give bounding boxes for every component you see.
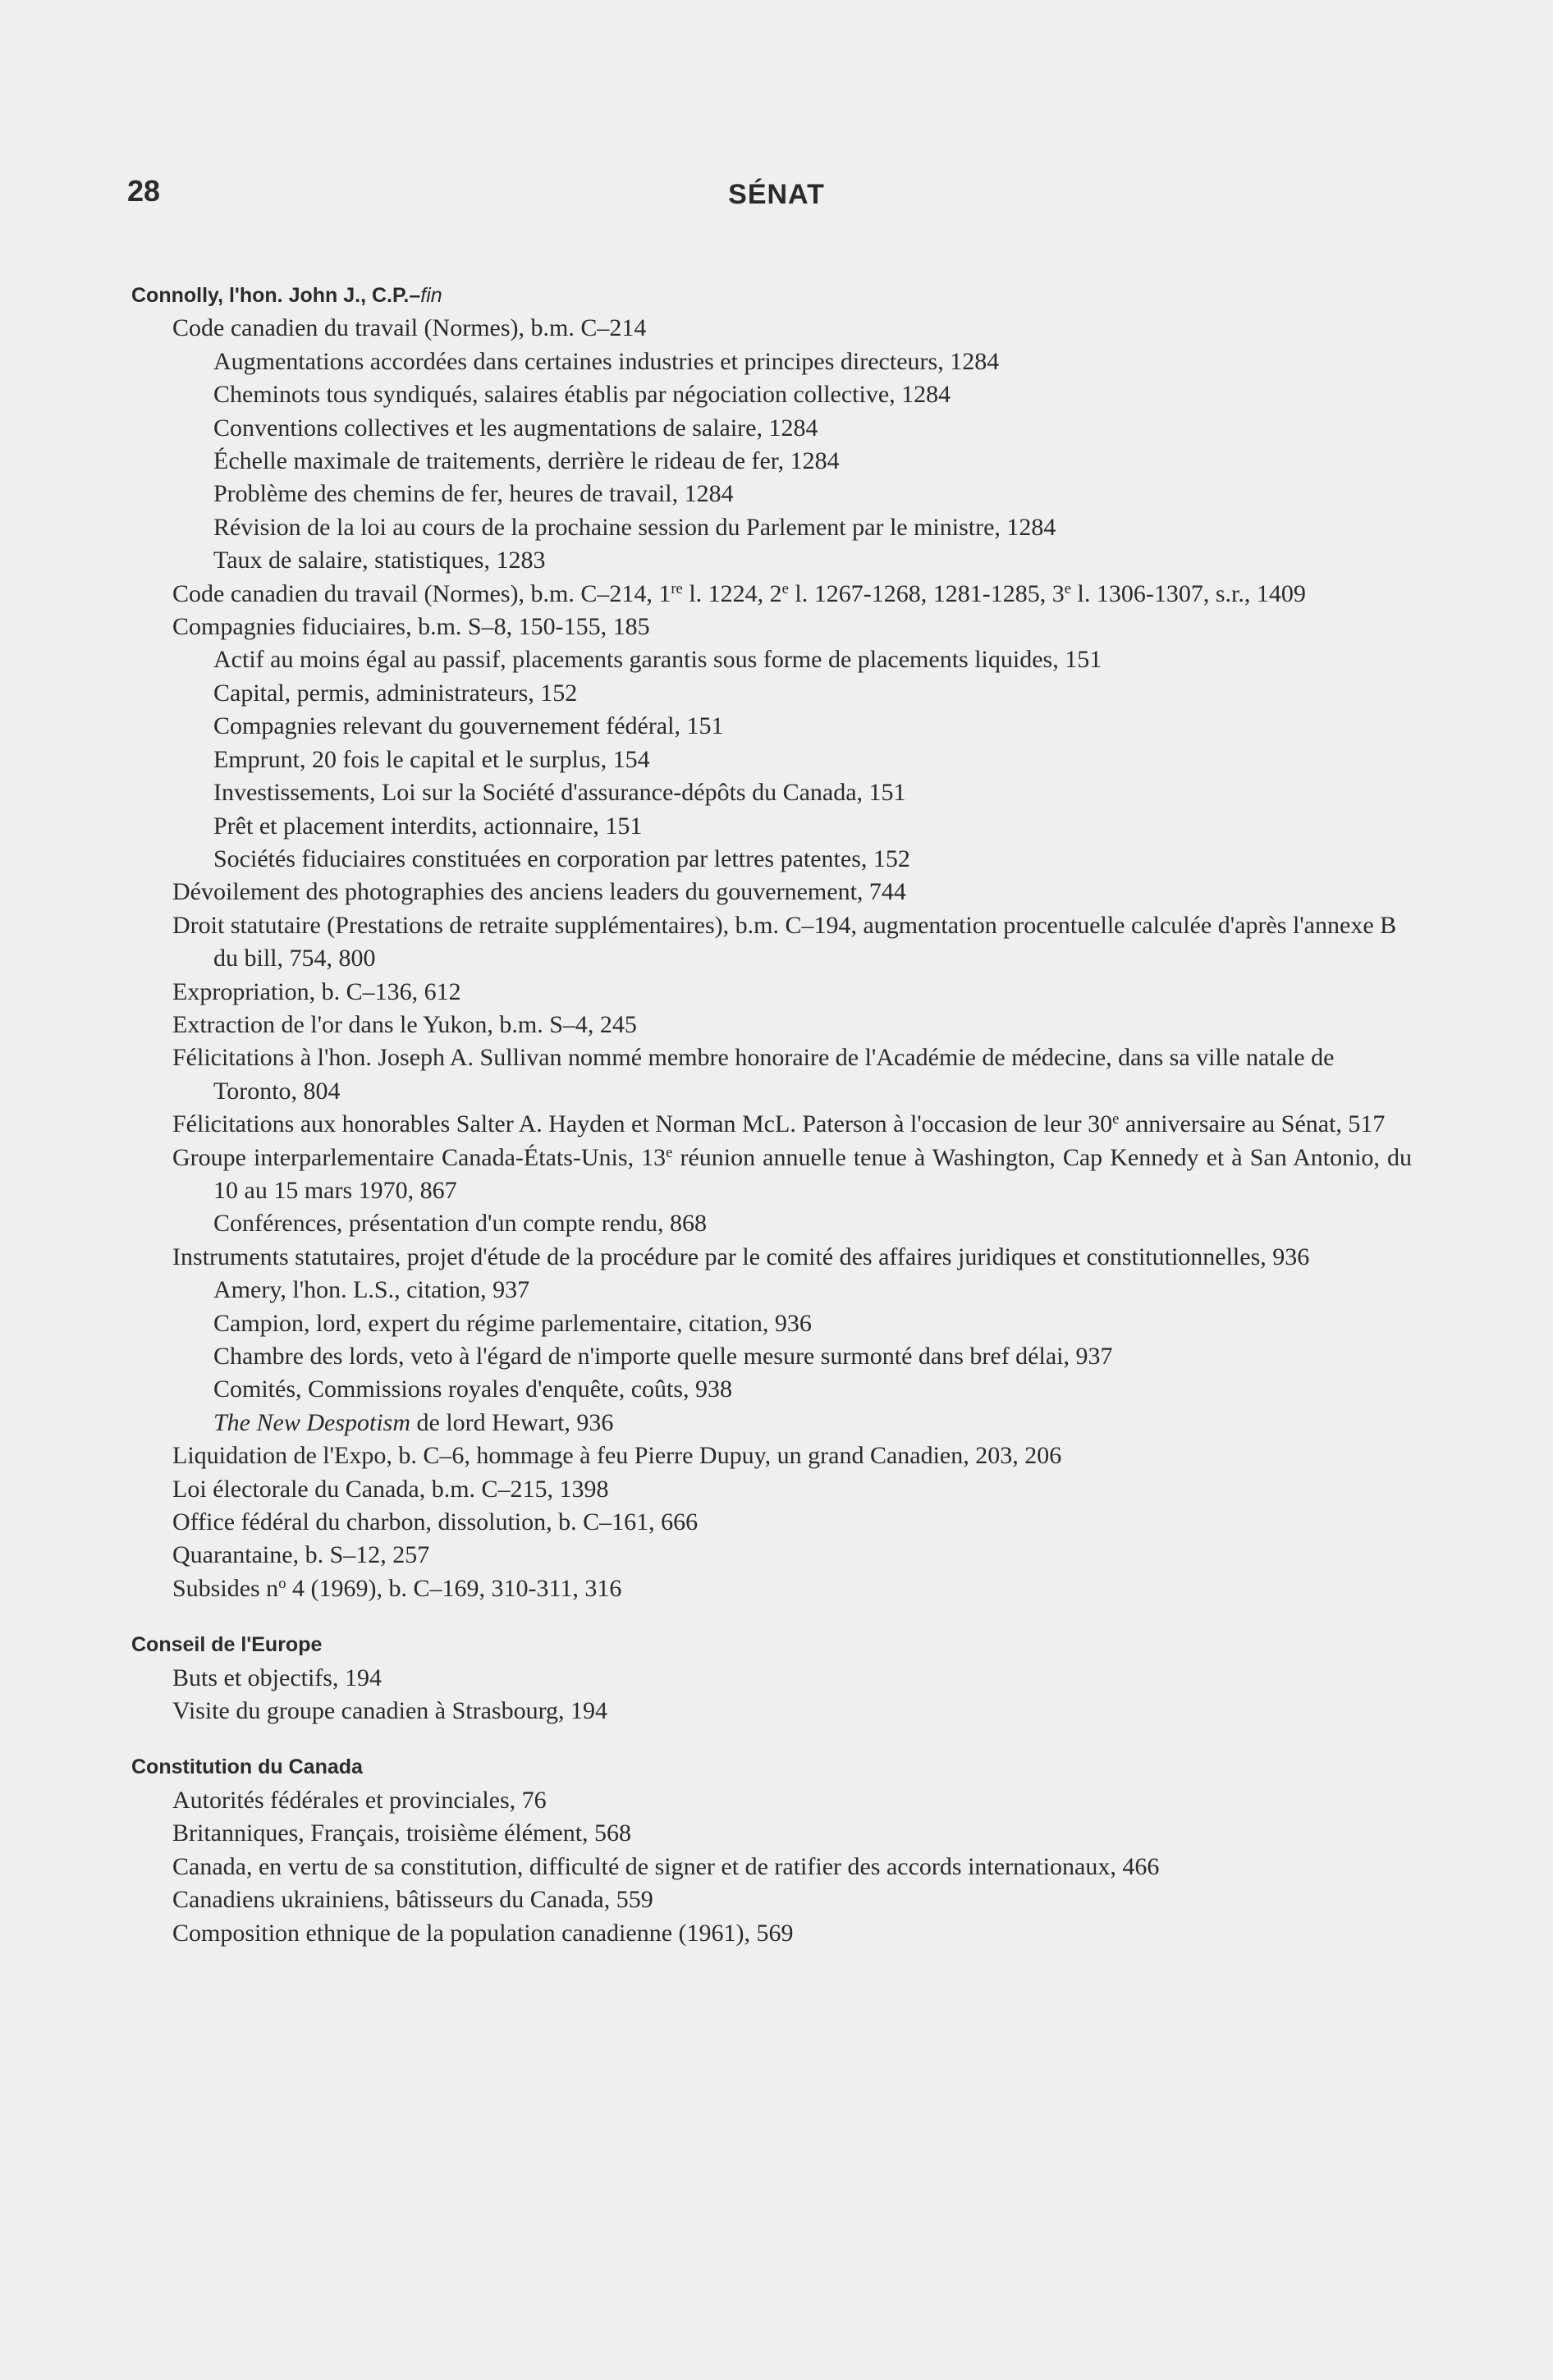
index-body bbox=[131, 279, 1412, 1950]
index-entry: Loi électorale du Canada, b.m. C–215, 1398 bbox=[172, 1475, 609, 1503]
index-subentry: Comités, Commissions royales d'enquête, coûts, 938 bbox=[213, 1375, 733, 1403]
index-subentry: Compagnies relevant du gouvernement fédéral, 151 bbox=[213, 712, 724, 740]
index-entry: Quarantaine, b. S–12, 257 bbox=[172, 1541, 430, 1569]
index-subentry: Taux de salaire, statistiques, 1283 bbox=[213, 547, 546, 574]
index-entry: Groupe interparlementaire Canada-États-Unis, 13e réunion annuelle tenue à Washington, Cap Kennedy et à San Antonio, du 10 au 15 mars 1970, 867 bbox=[172, 1143, 1412, 1204]
section-heading: Conseil de l'Europe bbox=[131, 1633, 323, 1657]
index-subentry: Conférences, présentation d'un compte rendu, 868 bbox=[213, 1210, 708, 1238]
section-heading: Connolly, l'hon. John J., C.P.–fin bbox=[131, 284, 442, 307]
index-entry: Canada, en vertu de sa constitution, difficulté de signer et de ratifier des accords internationaux, 466 bbox=[172, 1852, 1160, 1880]
index-entry: Office fédéral du charbon, dissolution, b. C–161, 666 bbox=[172, 1508, 699, 1536]
index-subentry: Conventions collectives et les augmentations de salaire, 1284 bbox=[213, 414, 818, 442]
index-entry: Expropriation, b. C–136, 612 bbox=[172, 977, 461, 1005]
index-entry: Britanniques, Français, troisième élément, 568 bbox=[172, 1819, 632, 1847]
index-entry: Composition ethnique de la population canadienne (1961), 569 bbox=[172, 1919, 794, 1947]
index-subentry: Amery, l'hon. L.S., citation, 937 bbox=[213, 1276, 530, 1304]
index-entry: Canadiens ukrainiens, bâtisseurs du Canada, 559 bbox=[172, 1886, 653, 1914]
index-subentry: Révision de la loi au cours de la prochaine session du Parlement par le ministre, 1284 bbox=[213, 513, 1056, 541]
index-entry: Code canadien du travail (Normes), b.m. C–214, 1re l. 1224, 2e l. 1267-1268, 1281-1285, 3e l. 1306-1307, s.r., 1409 bbox=[172, 579, 1306, 607]
index-entry: Félicitations aux honorables Salter A. Hayden et Norman McL. Paterson à l'occasion de leur 30e anniversaire au Sénat, 517 bbox=[172, 1110, 1386, 1138]
index-subentry: Sociétés fiduciaires constituées en corporation par lettres patentes, 152 bbox=[213, 844, 910, 872]
index-subentry: Investissements, Loi sur la Société d'assurance-dépôts du Canada, 151 bbox=[213, 779, 906, 807]
section-heading: Constitution du Canada bbox=[131, 1755, 363, 1779]
index-subentry: The New Despotism de lord Hewart, 936 bbox=[213, 1408, 614, 1436]
index-section-connolly bbox=[131, 279, 1412, 1605]
index-entry: Félicitations à l'hon. Joseph A. Sullivan nommé membre honoraire de l'Académie de médecine, dans sa ville natale de Toronto, 804 bbox=[172, 1044, 1335, 1105]
page-number: 28 bbox=[127, 174, 161, 208]
running-head: SÉNAT bbox=[728, 179, 825, 210]
index-entry: Autorités fédérales et provinciales, 76 bbox=[172, 1786, 547, 1814]
index-subentry: Prêt et placement interdits, actionnaire, 151 bbox=[213, 812, 643, 840]
index-subentry: Capital, permis, administrateurs, 152 bbox=[213, 679, 578, 707]
index-entry: Compagnies fiduciaires, b.m. S–8, 150-155, 185 bbox=[172, 613, 650, 641]
index-subentry: Emprunt, 20 fois le capital et le surplus, 154 bbox=[213, 745, 650, 773]
index-entry: Droit statutaire (Prestations de retraite supplémentaires), b.m. C–194, augmentation procentuelle calculée d'après l'annexe B du bill, 754, 800 bbox=[172, 911, 1397, 973]
index-subentry: Problème des chemins de fer, heures de travail, 1284 bbox=[213, 480, 734, 508]
index-entry: Visite du groupe canadien à Strasbourg, 194 bbox=[172, 1697, 608, 1725]
index-section-conseil-europe bbox=[131, 1628, 1412, 1728]
index-entry: Buts et objectifs, 194 bbox=[172, 1664, 382, 1691]
index-subentry: Augmentations accordées dans certaines industries et principes directeurs, 1284 bbox=[213, 347, 1000, 375]
index-section-constitution bbox=[131, 1751, 1412, 1949]
index-subentry: Échelle maximale de traitements, derrière le rideau de fer, 1284 bbox=[213, 447, 840, 475]
index-entry: Code canadien du travail (Normes), b.m. C–214 bbox=[172, 314, 647, 342]
index-entry: Liquidation de l'Expo, b. C–6, hommage à feu Pierre Dupuy, un grand Canadien, 203, 206 bbox=[172, 1442, 1062, 1470]
index-entry: Subsides $n^o$ 4 (1969), b. C–169, 310-311, 316 bbox=[172, 1574, 622, 1602]
index-entry: Dévoilement des photographies des anciens leaders du gouvernement, 744 bbox=[172, 878, 906, 906]
index-subentry: Actif au moins égal au passif, placements garantis sous forme de placements liquides, 151 bbox=[213, 646, 1102, 674]
index-subentry: Chambre des lords, veto à l'égard de n'importe quelle mesure surmonté dans bref délai, 937 bbox=[213, 1343, 1113, 1370]
index-entry: Extraction de l'or dans le Yukon, b.m. S–4, 245 bbox=[172, 1010, 637, 1038]
index-entry: Instruments statutaires, projet d'étude de la procédure par le comité des affaires juridiques et constitutionnelles, 936 bbox=[172, 1243, 1310, 1270]
index-subentry: Cheminots tous syndiqués, salaires établis par négociation collective, 1284 bbox=[213, 381, 951, 409]
index-subentry: Campion, lord, expert du régime parlementaire, citation, 936 bbox=[213, 1309, 812, 1337]
